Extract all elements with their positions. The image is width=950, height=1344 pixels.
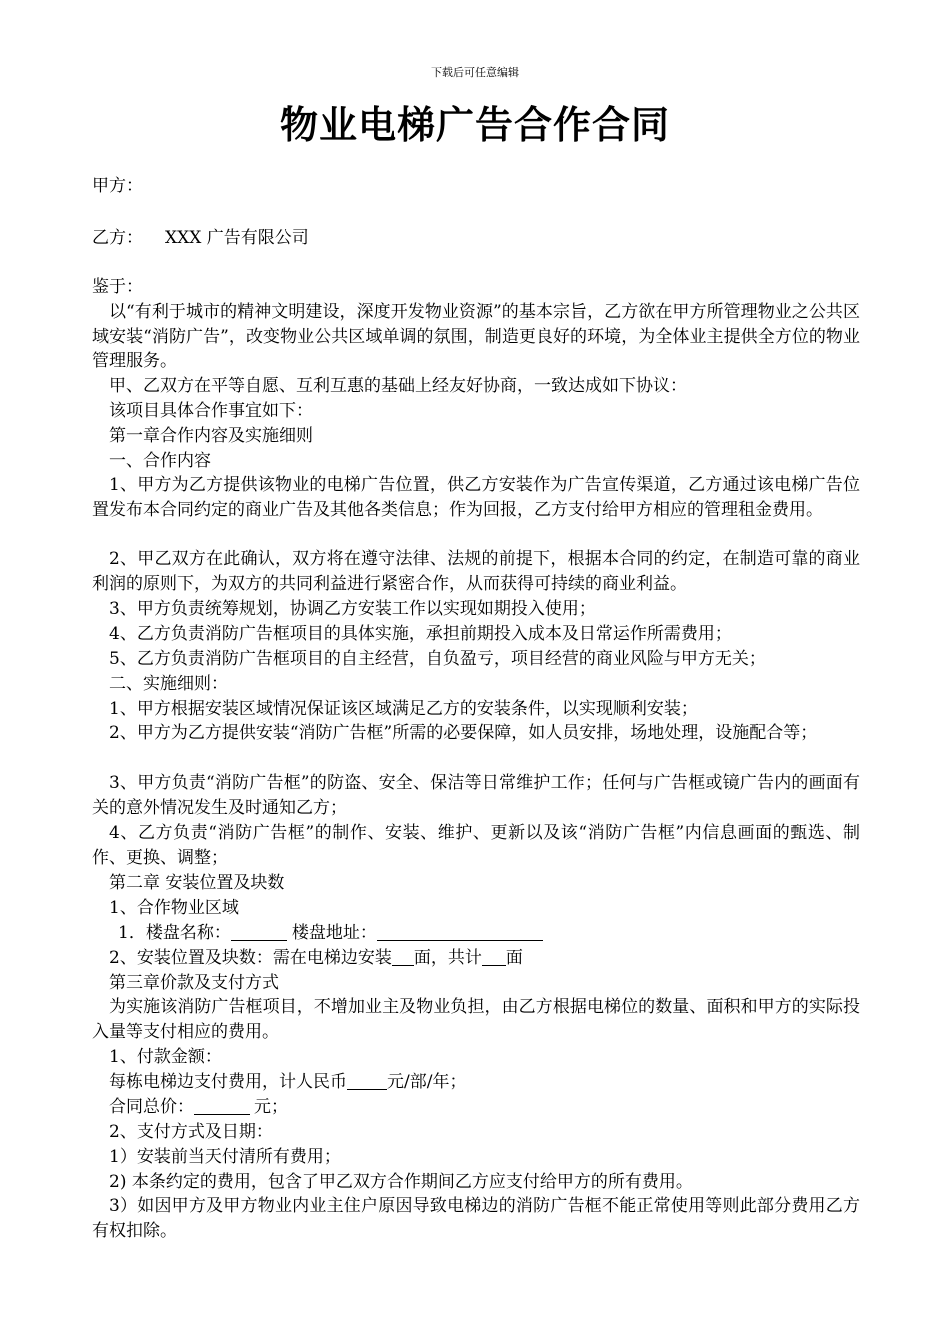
implementation-item-3: 3、甲方负责“消防广告框”的防盗、安全、保洁等日常维护工作；任何与广告框或镜广告内的画面有关的意外情况发生及时通知乙方； bbox=[92, 773, 860, 818]
section-2-heading: 二、实施细则： bbox=[109, 674, 228, 694]
property-address-label: 楼盘地址： bbox=[291, 923, 377, 943]
install-count-line bbox=[109, 946, 860, 970]
payment-term-2: 2) 本条约定的费用，包含了甲乙双方合作期间乙方应支付给甲方的所有费用。 bbox=[109, 1172, 693, 1192]
chapter-3-item-1: 1、付款金额： bbox=[109, 1047, 222, 1067]
chapter-2-item-1: 1、合作物业区域 bbox=[109, 898, 239, 918]
property-name-blank[interactable] bbox=[231, 923, 287, 941]
cooperation-item-2: 2、甲乙双方在此确认，双方将在遵守法律、法规的前提下，根据本合同的约定，在制造可靠的商业利润的原则下，为双方的共同利益进行紧密合作，从而获得可持续的商业利益。 bbox=[92, 549, 860, 594]
chapter-2-heading: 第二章 安装位置及块数 bbox=[109, 873, 285, 893]
implementation-item-2: 2、甲方为乙方提供安装“消防广告框”所需的必要保障，如人员安排，场地处理，设施配合等； bbox=[109, 723, 818, 743]
install-count-text-b: 面，共计 bbox=[413, 948, 482, 968]
install-total-blank[interactable] bbox=[482, 948, 506, 966]
chapter-3-heading: 第三章价款及支付方式 bbox=[109, 973, 279, 993]
cooperation-item-5: 5、乙方负责消防广告框项目的自主经营，自负盈亏，项目经营的商业风险与甲方无关； bbox=[109, 649, 766, 669]
property-name-label: 1．楼盘名称： bbox=[118, 923, 231, 943]
section-1-heading: 一、合作内容 bbox=[109, 451, 211, 471]
payment-term-3: 3）如因甲方及甲方物业内业主住户原因导致电梯边的消防广告框不能正常使用等则此部分费用乙方有权扣除。 bbox=[92, 1196, 860, 1241]
payment-term-1: 1）安装前当天付清所有费用； bbox=[109, 1147, 341, 1167]
fee-text-b: 元/部/年； bbox=[387, 1072, 467, 1092]
party-b-line bbox=[92, 226, 860, 250]
preamble-paragraph-3: 该项目具体合作事宜如下： bbox=[109, 401, 313, 421]
fee-text-a: 每栋电梯边支付费用，计人民币 bbox=[109, 1072, 347, 1092]
property-address-blank[interactable] bbox=[377, 923, 543, 941]
fee-amount-blank[interactable] bbox=[347, 1072, 387, 1090]
party-b-name: XXX 广告有限公司 bbox=[165, 228, 309, 248]
party-b-label: 乙方： bbox=[92, 228, 143, 248]
page-title: 物业电梯广告合作合同 bbox=[279, 103, 670, 147]
chapter-3-intro: 为实施该消防广告框项目，不增加业主及物业负担，由乙方根据电梯位的数量、面积和甲方的实际投入量等支付相应的费用。 bbox=[92, 997, 860, 1042]
implementation-item-4: 4、乙方负责“消防广告框”的制作、安装、维护、更新以及该“消防广告框”内信息画面的甄选、制作、更换、调整； bbox=[92, 823, 860, 868]
party-a-label: 甲方： bbox=[92, 176, 143, 196]
cooperation-item-4: 4、乙方负责消防广告框项目的具体实施，承担前期投入成本及日常运作所需费用； bbox=[109, 624, 732, 644]
chapter-3-item-2: 2、支付方式及日期： bbox=[109, 1122, 273, 1142]
preamble-paragraph-1: 以“有利于城市的精神文明建设，深度开发物业资源”的基本宗旨，乙方欲在甲方所管理物业之公共区域安装“消防广告”，改变物业公共区域单调的氛围，制造更良好的环境，为全体业主提供全方位的物业管理服务。 bbox=[92, 302, 860, 372]
total-price-unit: 元； bbox=[254, 1097, 288, 1117]
header-note: 下载后可任意编辑 bbox=[431, 66, 519, 79]
property-info-line bbox=[118, 921, 860, 945]
total-price-line bbox=[109, 1095, 860, 1119]
install-count-text-c: 面 bbox=[505, 948, 523, 968]
fee-line bbox=[109, 1070, 860, 1094]
cooperation-item-1: 1、甲方为乙方提供该物业的电梯广告位置，供乙方安装作为广告宣传渠道，乙方通过该电梯广告位置发布本合同约定的商业广告及其他各类信息；作为回报，乙方支付给甲方相应的管理租金费用。 bbox=[92, 475, 860, 520]
total-price-blank[interactable] bbox=[194, 1097, 250, 1115]
preamble-paragraph-2: 甲、乙双方在平等自愿、互利互惠的基础上经友好协商，一致达成如下协议： bbox=[109, 376, 687, 396]
implementation-item-1: 1、甲方根据安装区域情况保证该区域满足乙方的安装条件，以实现顺利安装； bbox=[109, 699, 698, 719]
total-price-label: 合同总价： bbox=[109, 1097, 194, 1117]
cooperation-item-3: 3、甲方负责统筹规划，协调乙方安装工作以实现如期投入使用； bbox=[109, 599, 596, 619]
install-count-text-a: 2、安装位置及块数：需在电梯边安装 bbox=[109, 948, 392, 968]
chapter-1-heading: 第一章合作内容及实施细则 bbox=[109, 426, 313, 446]
whereas-label: 鉴于： bbox=[92, 277, 143, 297]
install-count-blank[interactable] bbox=[392, 948, 414, 966]
